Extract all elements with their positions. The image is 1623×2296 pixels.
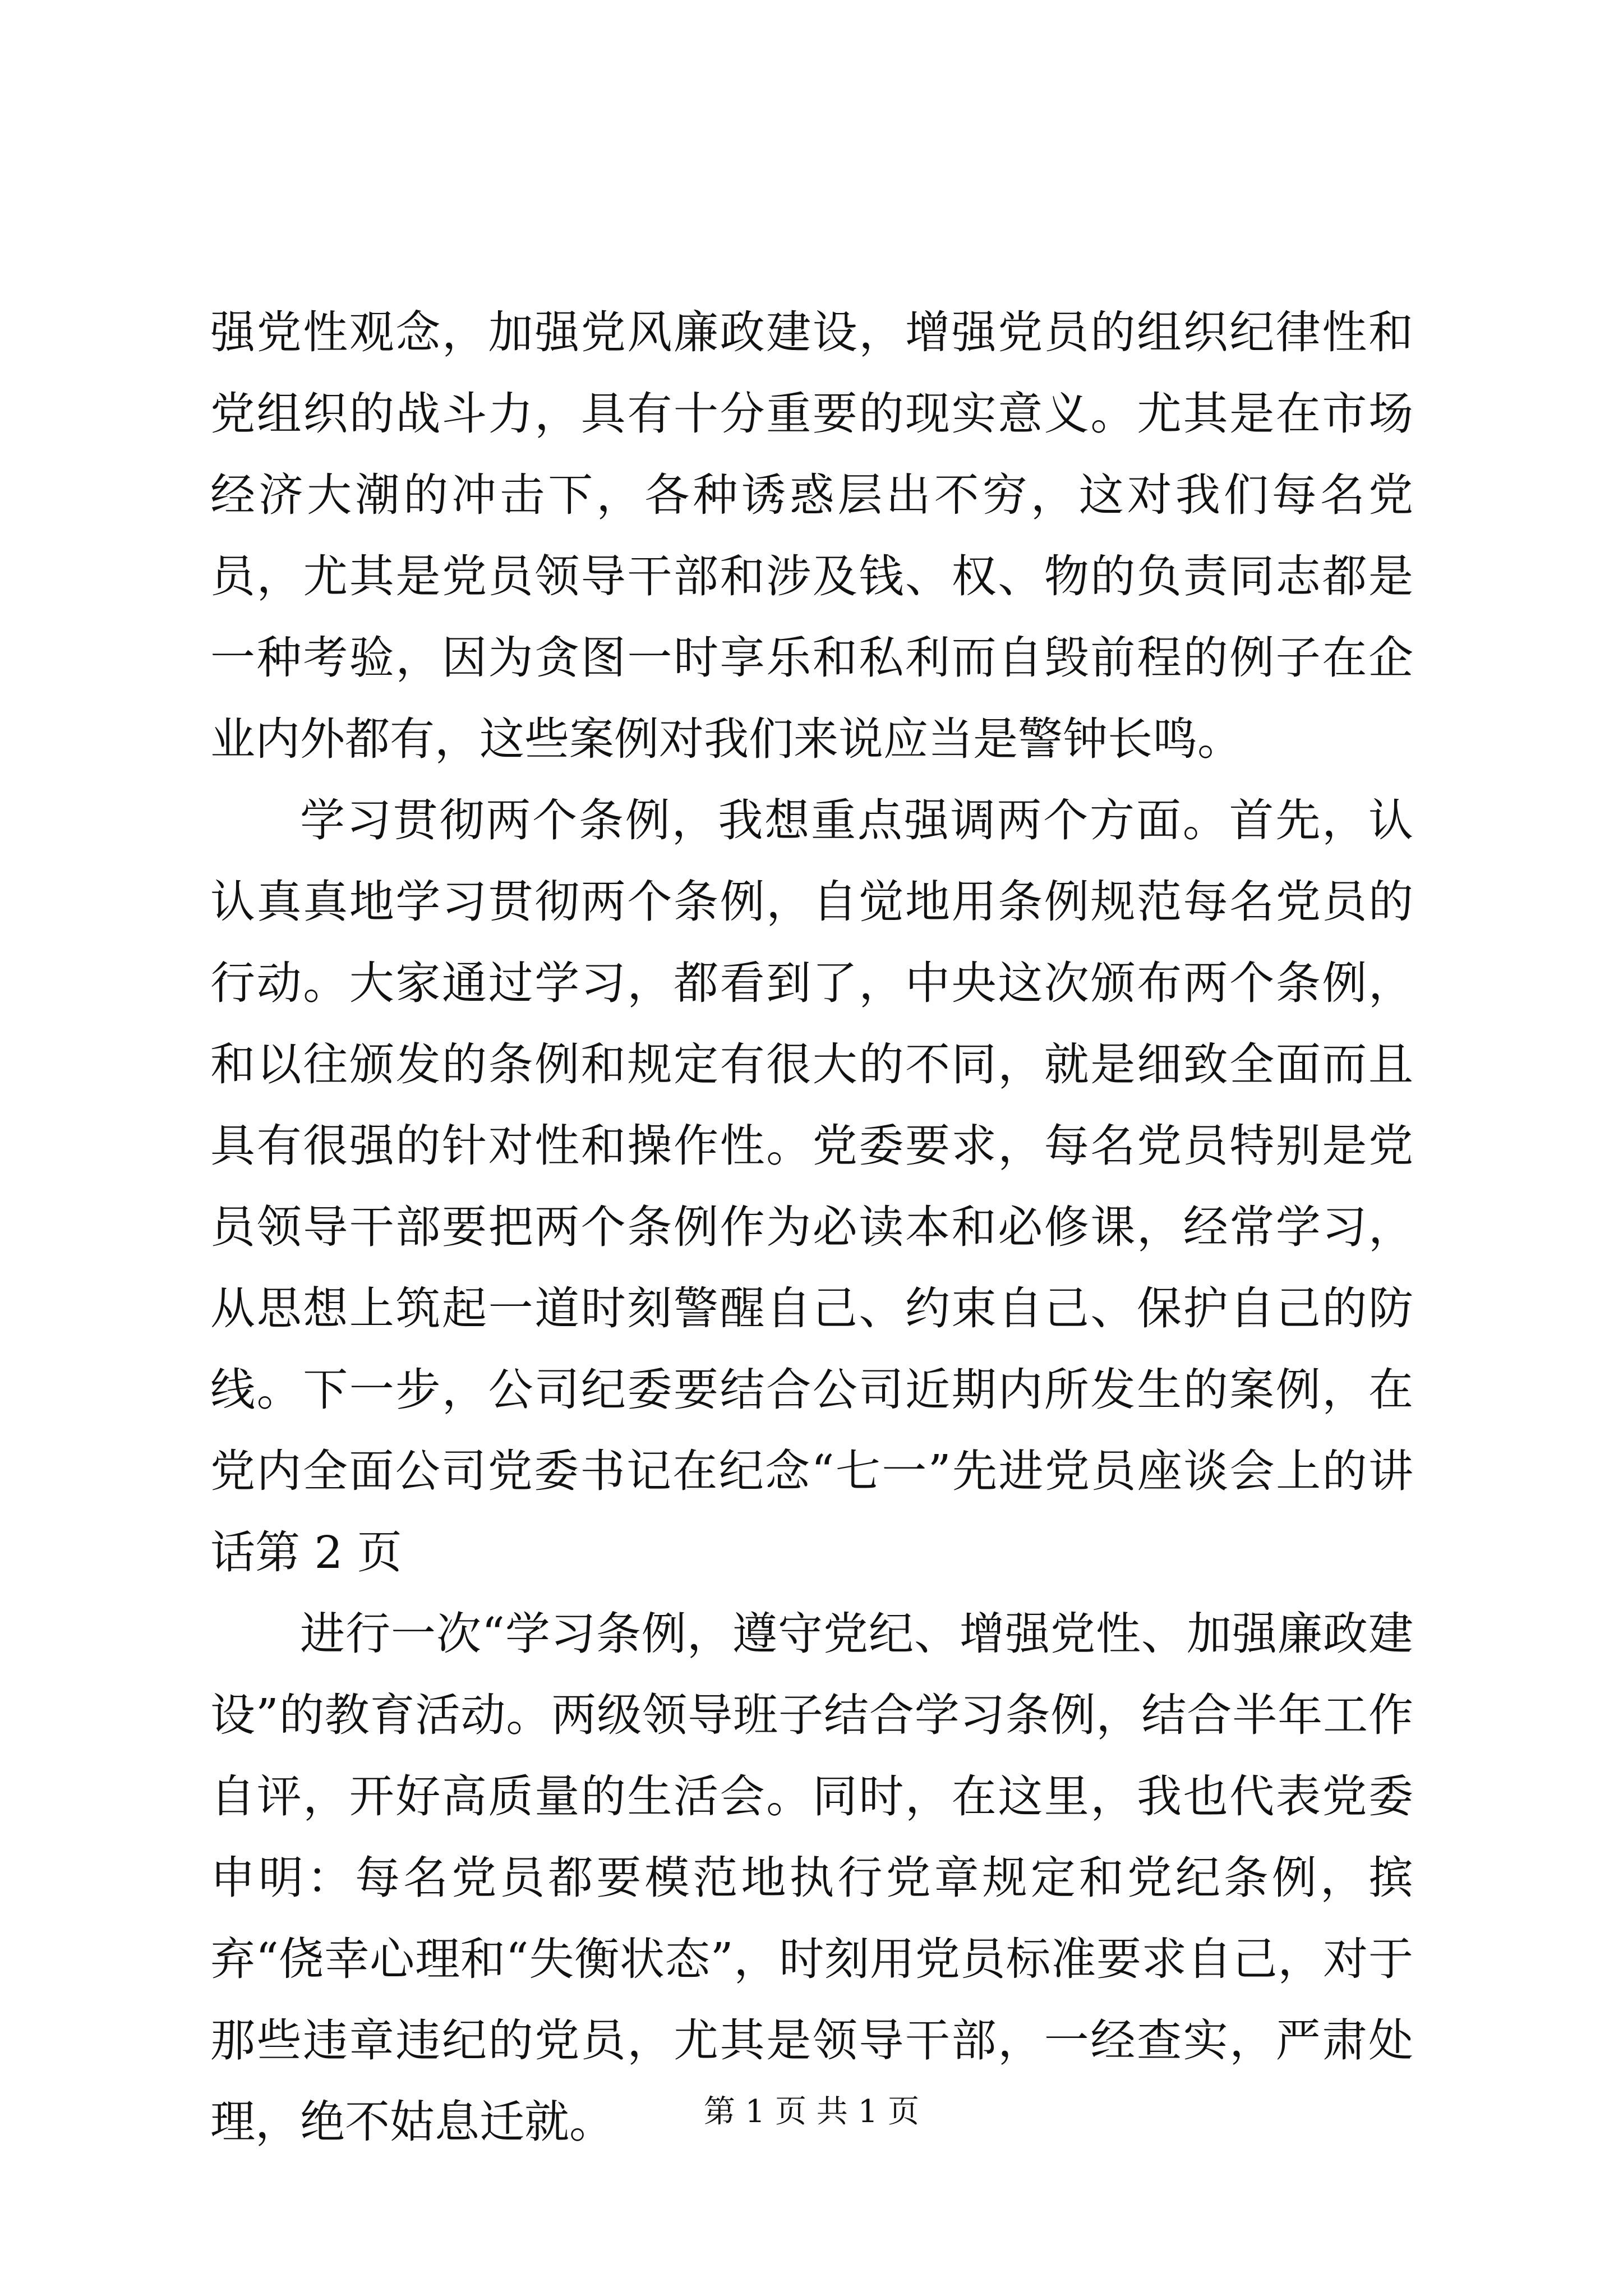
page-footer: 第 1 页 共 1 页 xyxy=(703,2093,920,2130)
body-text xyxy=(210,292,1413,2162)
paragraph-3: 进行一次“学习条例，遵守党纪、增强党性、加强廉政建设”的教育活动。两级领导班子结合学习条例，结合半年工作自评，开好高质量的生活会。同时，在这里，我也代表党委申明：每名党员都要模范地执行党章规定和党纪条例，摈弃“侥幸心理和“失衡状态”，时刻用党员标准要求自己，对于那些违章违纪的党员，尤其是领导干部，一经查实，严肃处理，绝不姑息迁就。 xyxy=(210,1608,1413,2148)
paragraph-1: 强党性观念，加强党风廉政建设，增强党员的组织纪律性和党组织的战斗力，具有十分重要的现实意义。尤其是在市场经济大潮的冲击下，各种诱惑层出不穷，这对我们每名党员，尤其是党员领导干部和涉及钱、权、物的负责同志都是一种考验，因为贪图一时享乐和私利而自毁前程的例子在企业内外都有，这些案例对我们来说应当是警钟长鸣。 xyxy=(210,306,1413,765)
paragraph-2: 学习贯彻两个条例，我想重点强调两个方面。首先，认认真真地学习贯彻两个条例，自觉地用条例规范每名党员的行动。大家通过学习，都看到了，中央这次颁布两个条例，和以往颁发的条例和规定有很大的不同，就是细致全面而且具有很强的针对性和操作性。党委要求，每名党员特别是党员领导干部要把两个条例作为必读本和必修课，经常学习，从思想上筑起一道时刻警醒自己、约束自己、保护自己的防线。下一步，公司纪委要结合公司近期内所发生的案例，在党内全面公司党委书记在纪念“七一”先进党员座谈会上的讲话第 2 页 xyxy=(210,794,1413,1579)
